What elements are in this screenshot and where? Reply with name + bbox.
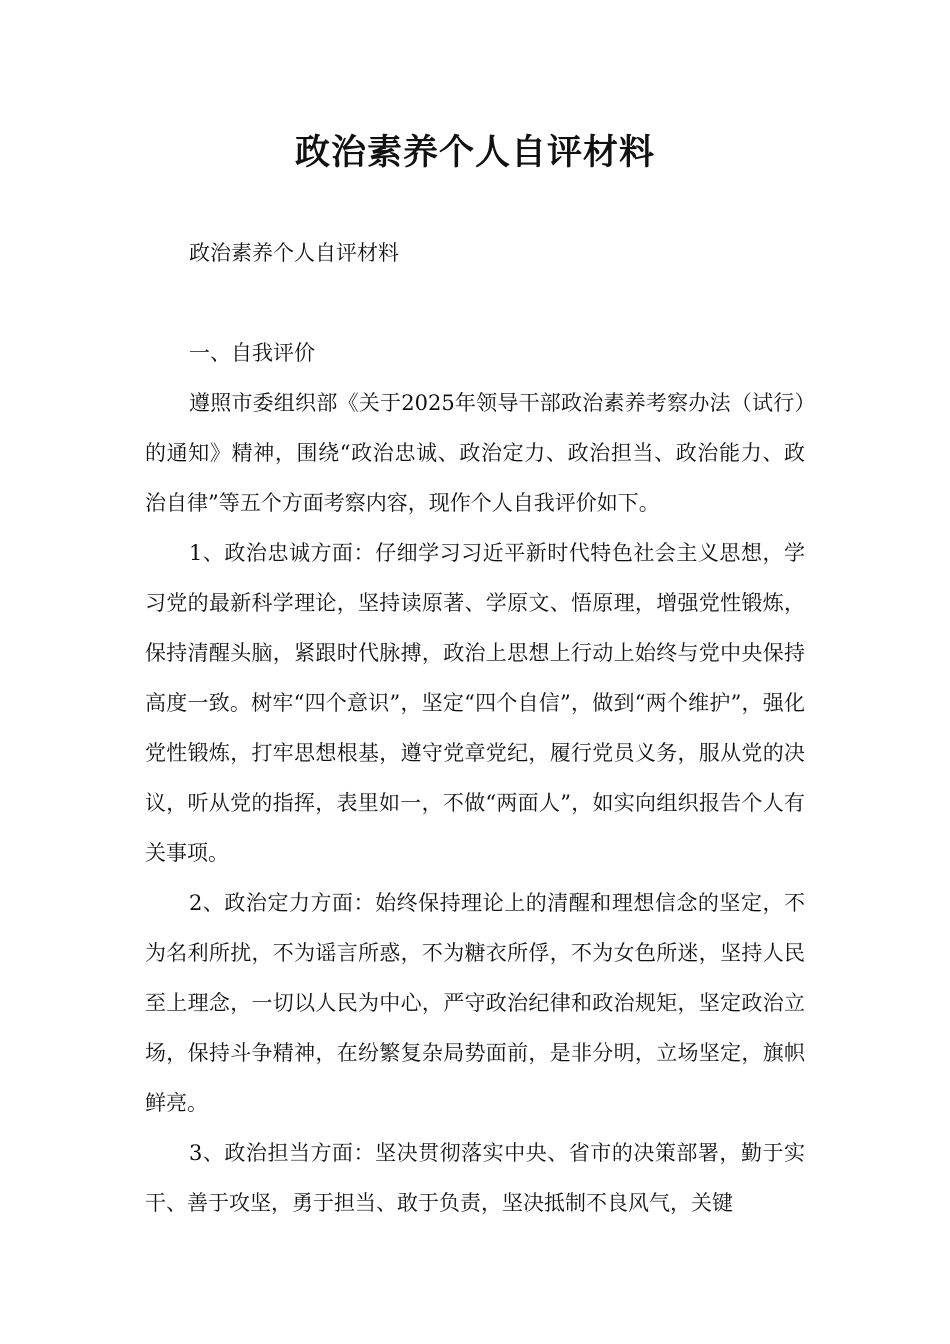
paragraph-political-responsibility: 3、政治担当方面：坚决贯彻落实中央、省市的决策部署，勤于实干、善于攻坚，勇于担当、敢于负责，坚决抵制不良风气，关键: [145, 1141, 805, 1215]
document-title: 政治素养个人自评材料: [294, 133, 655, 173]
intro-paragraph: 遵照市委组织部《关于2025年领导干部政治素养考察办法（试行）的通知》精神，围绕“政治忠诚、政治定力、政治担当、政治能力、政治自律”等五个方面考察内容，现作个人自我评价如下。: [145, 391, 805, 515]
paragraph-political-steadfastness: 2、政治定力方面：始终保持理论上的清醒和理想信念的坚定，不为名利所扰，不为谣言所惑，不为糖衣所俘，不为女色所迷，坚持人民至上理念，一切以人民为中心，严守政治纪律和政治规矩，坚定政治立场，保持斗争精神，在纷繁复杂局势面前，是非分明，立场坚定，旗帜鲜亮。: [145, 891, 805, 1115]
document-subtitle: 政治素养个人自评材料: [189, 241, 399, 265]
section-heading: 一、自我评价: [189, 341, 315, 365]
paragraph-political-loyalty: 1、政治忠诚方面：仔细学习习近平新时代特色社会主义思想，学习党的最新科学理论，坚持读原著、学原文、悟原理，增强党性锻炼，保持清醒头脑，紧跟时代脉搏，政治上思想上行动上始终与党中央保持高度一致。树牢“四个意识”，坚定“四个自信”，做到“两个维护”，强化党性锻炼，打牢思想根基，遵守党章党纪，履行党员义务，服从党的决议，听从党的指挥，表里如一，不做“两面人”，如实向组织报告个人有关事项。: [145, 541, 805, 865]
